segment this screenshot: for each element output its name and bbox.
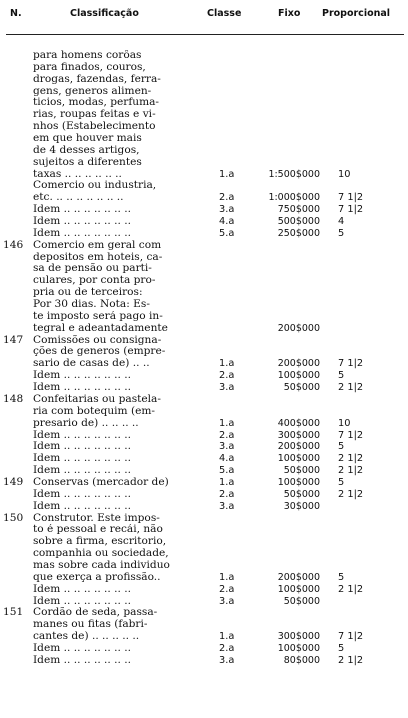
entry-fixo: 100$000	[277, 476, 320, 488]
table-row	[0, 346, 408, 358]
table-row	[0, 204, 408, 216]
header-proporcional: Proporcional	[322, 8, 391, 19]
entry-proporcional: 2 1|2	[338, 654, 364, 666]
table-row	[0, 418, 408, 430]
entry-description: sobre a firma, escritorio,	[33, 536, 167, 548]
entry-proporcional: 10	[338, 417, 351, 429]
entry-description: Confeitarias ou pastela-	[33, 393, 161, 405]
table-row	[0, 335, 408, 347]
entry-fixo: 50$000	[283, 488, 320, 500]
table-row	[0, 489, 408, 501]
entry-classe: 2.a	[219, 583, 235, 595]
entry-description: sa de pensão ou parti-	[33, 263, 152, 275]
entry-description: Por 30 dias. Nota: Es-	[33, 299, 150, 311]
entry-fixo: 100$000	[277, 583, 320, 595]
table-row	[0, 465, 408, 477]
entry-description: Comercio ou industria,	[33, 180, 157, 192]
table-row	[0, 382, 408, 394]
table-row	[0, 311, 408, 323]
entry-fixo: 750$000	[277, 204, 320, 216]
entry-proporcional: 2 1|2	[338, 488, 364, 500]
table-header	[0, 8, 408, 24]
table-row	[0, 323, 408, 335]
header-classe: Classe	[207, 8, 242, 19]
entry-description: pria ou de terceiros:	[33, 287, 143, 299]
table-row	[0, 180, 408, 192]
entry-fixo: 100$000	[277, 453, 320, 465]
entry-classe: 3.a	[219, 441, 235, 453]
entry-description: Idem .. .. .. .. .. .. ..	[33, 583, 131, 595]
entry-description: Idem .. .. .. .. .. .. ..	[33, 465, 131, 477]
table-row	[0, 643, 408, 655]
entry-fixo: 300$000	[277, 631, 320, 643]
entry-fixo: 400$000	[277, 417, 320, 429]
table-row	[0, 501, 408, 513]
entry-description: presario de) .. .. .. ..	[33, 417, 139, 429]
entry-fixo: 1:500$000	[268, 168, 320, 180]
entry-fixo: 50$000	[283, 595, 320, 607]
entry-description: Idem .. .. .. .. .. .. ..	[33, 370, 131, 382]
entry-description: Idem .. .. .. .. .. .. ..	[33, 500, 131, 512]
entry-fixo: 500$000	[277, 216, 320, 228]
entry-classe: 1.a	[219, 631, 235, 643]
entry-proporcional: 5	[338, 642, 345, 654]
entry-description: Idem .. .. .. .. .. .. ..	[33, 642, 131, 654]
entry-description: companhia ou sociedade,	[33, 548, 169, 560]
table-row	[0, 631, 408, 643]
entry-classe: 2.a	[219, 370, 235, 382]
entry-proporcional: 7 1|2	[338, 192, 364, 204]
entry-proporcional: 7 1|2	[338, 631, 364, 643]
entry-classe: 5.a	[219, 227, 235, 239]
entry-description: cantes de) .. .. .. .. ..	[33, 631, 140, 643]
table-row	[0, 406, 408, 418]
table-row	[0, 240, 408, 252]
entry-description: ticios, modas, perfuma-	[33, 97, 160, 109]
table-row	[0, 263, 408, 275]
entry-proporcional: 5	[338, 441, 345, 453]
table-row	[0, 216, 408, 228]
header-divider	[6, 34, 404, 35]
table-row	[0, 169, 408, 181]
table-row	[0, 584, 408, 596]
table-row	[0, 560, 408, 572]
header-classificacao: Classificação	[70, 8, 139, 19]
entry-classe: 2.a	[219, 642, 235, 654]
table-row	[0, 252, 408, 264]
table-row	[0, 572, 408, 584]
entry-number: 147	[3, 333, 24, 346]
entry-description: rias, roupas feitas e vi-	[33, 109, 156, 121]
table-row	[0, 133, 408, 145]
entry-number: 146	[3, 238, 24, 251]
entry-fixo: 200$000	[277, 358, 320, 370]
table-row	[0, 607, 408, 619]
table-row	[0, 536, 408, 548]
entry-classe: 4.a	[219, 453, 235, 465]
entry-classe: 2.a	[219, 192, 235, 204]
entry-fixo: 200$000	[277, 571, 320, 583]
table-row	[0, 192, 408, 204]
entry-description: Conservas (mercador de)	[33, 476, 169, 488]
table-row	[0, 524, 408, 536]
entry-description: para homens corôas	[33, 50, 142, 61]
entry-proporcional: 2 1|2	[338, 382, 364, 394]
entry-proporcional: 7 1|2	[338, 429, 364, 441]
table-row	[0, 370, 408, 382]
entry-classe: 5.a	[219, 465, 235, 477]
entry-fixo: 250$000	[277, 227, 320, 239]
entry-description: Idem .. .. .. .. .. .. ..	[33, 382, 131, 394]
table-row	[0, 287, 408, 299]
entry-number: 151	[3, 606, 24, 619]
entry-classe: 1.a	[219, 417, 235, 429]
entry-number: 150	[3, 511, 24, 524]
entry-fixo: 100$000	[277, 642, 320, 654]
table-row	[0, 228, 408, 240]
entry-fixo: 200$000	[277, 441, 320, 453]
entry-classe: 3.a	[219, 204, 235, 216]
table-row	[0, 513, 408, 525]
table-row	[0, 441, 408, 453]
entry-description: nhos (Estabelecimento	[33, 121, 156, 133]
entry-description: to é pessoal e recái, não	[33, 524, 163, 536]
entry-proporcional: 2 1|2	[338, 583, 364, 595]
entry-classe: 3.a	[219, 382, 235, 394]
entry-fixo: 1:000$000	[268, 192, 320, 204]
entry-description: depositos em hoteis, ca-	[33, 251, 163, 263]
entry-classe: 4.a	[219, 216, 235, 228]
entry-description: ções de generos (empre-	[33, 346, 166, 358]
table-row	[0, 62, 408, 74]
entry-proporcional: 5	[338, 227, 345, 239]
entry-fixo: 300$000	[277, 429, 320, 441]
entry-proporcional: 4	[338, 216, 345, 228]
entry-description: que exerça a profissão..	[33, 571, 161, 583]
entry-proporcional: 7 1|2	[338, 204, 364, 216]
entry-proporcional: 2 1|2	[338, 465, 364, 477]
entry-classe: 2.a	[219, 488, 235, 500]
table-row	[0, 358, 408, 370]
table-row	[0, 548, 408, 560]
table-row	[0, 453, 408, 465]
entry-fixo: 50$000	[283, 465, 320, 477]
entry-description: Idem .. .. .. .. .. .. ..	[33, 654, 131, 666]
entry-proporcional: 5	[338, 370, 345, 382]
entry-description: Idem .. .. .. .. .. .. ..	[33, 216, 131, 228]
entry-description: sario de casas de) .. ..	[33, 358, 150, 370]
entry-description: ria com botequim (em-	[33, 405, 155, 417]
entry-description: Idem .. .. .. .. .. .. ..	[33, 227, 131, 239]
entry-description: drogas, fazendas, ferra-	[33, 73, 161, 85]
entry-description: Comissões ou consigna-	[33, 334, 162, 346]
entry-description: Idem .. .. .. .. .. .. ..	[33, 429, 131, 441]
entry-fixo: 200$000	[277, 322, 320, 334]
table-row	[0, 394, 408, 406]
entry-description: manes ou fitas (fabri-	[33, 619, 148, 631]
entry-classe: 2.a	[219, 429, 235, 441]
table-row	[0, 596, 408, 608]
table-row	[0, 97, 408, 109]
entry-proporcional: 7 1|2	[338, 358, 364, 370]
entry-fixo: 80$000	[283, 654, 320, 666]
header-n: N.	[10, 8, 22, 19]
entry-description: Idem .. .. .. .. .. .. ..	[33, 204, 131, 216]
entry-fixo: 100$000	[277, 370, 320, 382]
entry-number: 149	[3, 475, 24, 488]
table-row	[0, 74, 408, 86]
entry-description: mas sobre cada individuo	[33, 559, 170, 571]
entry-description: em que houver mais	[33, 133, 142, 145]
entry-description: Idem .. .. .. .. .. .. ..	[33, 595, 131, 607]
table-row	[0, 50, 408, 62]
entry-description: sujeitos a diferentes	[33, 156, 142, 168]
table-row	[0, 86, 408, 98]
entry-proporcional: 2 1|2	[338, 453, 364, 465]
entry-description: te imposto será pago in-	[33, 310, 163, 322]
table-row	[0, 299, 408, 311]
table-row	[0, 157, 408, 169]
entry-description: Idem .. .. .. .. .. .. ..	[33, 441, 131, 453]
entry-fixo: 30$000	[283, 500, 320, 512]
table-body	[0, 50, 408, 667]
entry-description: taxas .. .. .. .. .. ..	[33, 168, 122, 180]
entry-classe: 1.a	[219, 168, 235, 180]
table-row	[0, 109, 408, 121]
entry-proporcional: 5	[338, 476, 345, 488]
entry-description: Comercio em geral com	[33, 239, 162, 251]
entry-classe: 1.a	[219, 476, 235, 488]
entry-fixo: 50$000	[283, 382, 320, 394]
entry-description: gens, generos alimen-	[33, 85, 152, 97]
table-row	[0, 477, 408, 489]
entry-classe: 1.a	[219, 358, 235, 370]
table-row	[0, 430, 408, 442]
table-row	[0, 655, 408, 667]
table-row	[0, 121, 408, 133]
entry-classe: 3.a	[219, 654, 235, 666]
entry-description: tegral e adeantadamente	[33, 322, 168, 334]
entry-proporcional: 10	[338, 168, 351, 180]
entry-classe: 3.a	[219, 500, 235, 512]
entry-classe: 1.a	[219, 571, 235, 583]
table-row	[0, 275, 408, 287]
header-fixo: Fixo	[278, 8, 301, 19]
entry-number: 148	[3, 392, 24, 405]
entry-description: para finados, couros,	[33, 61, 146, 73]
entry-description: Idem .. .. .. .. .. .. ..	[33, 453, 131, 465]
table-row	[0, 145, 408, 157]
entry-proporcional: 5	[338, 571, 345, 583]
entry-description: Idem .. .. .. .. .. .. ..	[33, 488, 131, 500]
entry-description: etc. .. .. .. .. .. .. ..	[33, 192, 124, 204]
entry-classe: 3.a	[219, 595, 235, 607]
entry-description: culares, por conta pro-	[33, 275, 156, 287]
entry-description: de 4 desses artigos,	[33, 144, 140, 156]
entry-description: Construtor. Este impos-	[33, 512, 160, 524]
table-row	[0, 619, 408, 631]
entry-description: Cordão de seda, passa-	[33, 607, 158, 619]
